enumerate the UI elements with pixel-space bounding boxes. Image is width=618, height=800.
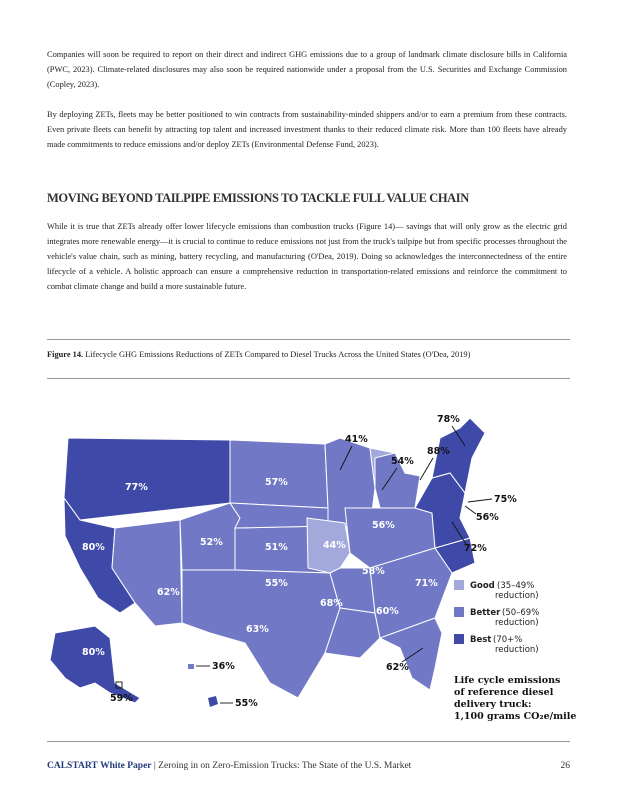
- map-label-72: 72%: [464, 543, 487, 554]
- section-heading: MOVING BEYOND TAILPIPE EMISSIONS TO TACKLE FULL VALUE CHAIN: [47, 191, 469, 205]
- map-label-88: 88%: [427, 446, 450, 457]
- map-label-78: 78%: [437, 414, 460, 425]
- map-label-63: 63%: [246, 624, 269, 635]
- caption-bottom-rule: [47, 378, 570, 379]
- caption-top-rule: [47, 339, 570, 340]
- map-label-58: 58%: [362, 566, 385, 577]
- region-mountain-north: [230, 440, 328, 508]
- footer-brand: CALSTART: [47, 761, 98, 771]
- map-label-56-east: 56%: [476, 512, 499, 523]
- reference-truck-note: [454, 675, 576, 722]
- leader-56: [465, 506, 476, 514]
- leader-88: [420, 458, 433, 480]
- note-line-2: of reference diesel: [454, 687, 554, 698]
- map-label-44: 44%: [323, 540, 346, 551]
- legend-good-suffix: reduction): [495, 591, 539, 601]
- map-label-57: 57%: [265, 477, 288, 488]
- map-label-59: 59%: [110, 693, 133, 704]
- map-label-62-west: 62%: [157, 587, 180, 598]
- page-number: 26: [560, 761, 570, 771]
- legend-better-title: Better: [470, 608, 501, 618]
- paragraph-fleet-benefits: By deploying ZETs, fleets may be better positioned to win contracts from sustainability-minded shippers and/or to earn a premium from these contracts. Even private fleets can benefit by attracting top talent and increased investment thanks to their reduced climate risk. More than 100 fleets have already made commitments to reduce emissions and/or deploy ZETs (Environmental Defense Fund, 2023).: [47, 110, 567, 149]
- region-hawaii-1: [188, 664, 194, 669]
- map-legend: [454, 580, 539, 655]
- map-label-55-hawaii: 55%: [235, 698, 258, 709]
- map-label-62-florida: 62%: [386, 662, 409, 673]
- map-label-54: 54%: [391, 456, 414, 467]
- legend-good-title: Good: [470, 581, 495, 591]
- map-label-71: 71%: [415, 578, 438, 589]
- note-line-1: Life cycle emissions: [454, 675, 561, 686]
- legend-best-suffix: reduction): [495, 645, 539, 655]
- leader-75: [468, 499, 492, 502]
- footer-doc-type: White Paper: [100, 761, 152, 771]
- map-label-52: 52%: [200, 537, 223, 548]
- region-hawaii-2: [208, 696, 218, 707]
- figure-label: Figure 14.: [47, 350, 84, 359]
- map-label-68: 68%: [320, 598, 343, 609]
- map-label-80: 80%: [82, 542, 105, 553]
- paragraph-climate-disclosure: Companies will soon be required to report on their direct and indirect GHG emissions due to a group of landmark climate disclosure bills in California (PWC, 2023). Climate-related disclosures may also soon be required nationwide under a proposal from the U.S. Securities and Exchange Commission (Copley, 2023).: [47, 50, 567, 89]
- map-label-36: 36%: [212, 661, 235, 672]
- map-label-41: 41%: [345, 434, 368, 445]
- map-label-75: 75%: [494, 494, 517, 505]
- footer-title: | Zeroing in on Zero-Emission Trucks: The State of the U.S. Market: [153, 761, 412, 771]
- region-northwest: [64, 438, 230, 520]
- figure-caption: [47, 347, 567, 362]
- legend-best-title: Best: [470, 635, 492, 645]
- figure-caption-text: Lifecycle GHG Emissions Reductions of ZETs Compared to Diesel Trucks Across the United States (O'Dea, 2019): [85, 350, 471, 359]
- legend-best-range: (70+%: [493, 635, 523, 645]
- us-emissions-map: [40, 398, 580, 733]
- paragraph-value-chain: While it is true that ZETs already offer lower lifecycle emissions than combustion trucks (Figure 14)— savings that will only grow as the electric grid integrates more renewable energy—it is crucial to continue to reduce emissions not just from the truck's tailpipe but from specific processes throughout the vehicle's value chain, such as mining, battery recycling, and manufacturing (O'Dea, 2019). Doing so acknowledges the interconnectedness of the entire lifecycle of a vehicle. A holistic approach can ensure a comprehensive reduction in transportation-related emissions and reinforce the commitment to combat climate change and build a more sustainable future.: [47, 222, 567, 291]
- map-label-77: 77%: [125, 482, 148, 493]
- footer-rule: [47, 741, 570, 742]
- note-line-3: delivery truck:: [454, 699, 532, 710]
- map-label-60: 60%: [376, 606, 399, 617]
- note-line-4: 1,100 grams CO₂e/mile: [454, 711, 577, 722]
- map-label-55-plains: 55%: [265, 578, 288, 589]
- legend-better-range: (50–69%: [502, 608, 540, 618]
- map-label-80-alaska: 80%: [82, 647, 105, 658]
- page-footer: [47, 761, 570, 771]
- map-label-51: 51%: [265, 542, 288, 553]
- map-label-56-midwest: 56%: [372, 520, 395, 531]
- legend-good-range: (35–49%: [497, 581, 535, 591]
- legend-swatch-better: [454, 607, 464, 617]
- legend-better-suffix: reduction): [495, 618, 539, 628]
- legend-swatch-good: [454, 580, 464, 590]
- region-alaska: [50, 626, 140, 703]
- legend-swatch-best: [454, 634, 464, 644]
